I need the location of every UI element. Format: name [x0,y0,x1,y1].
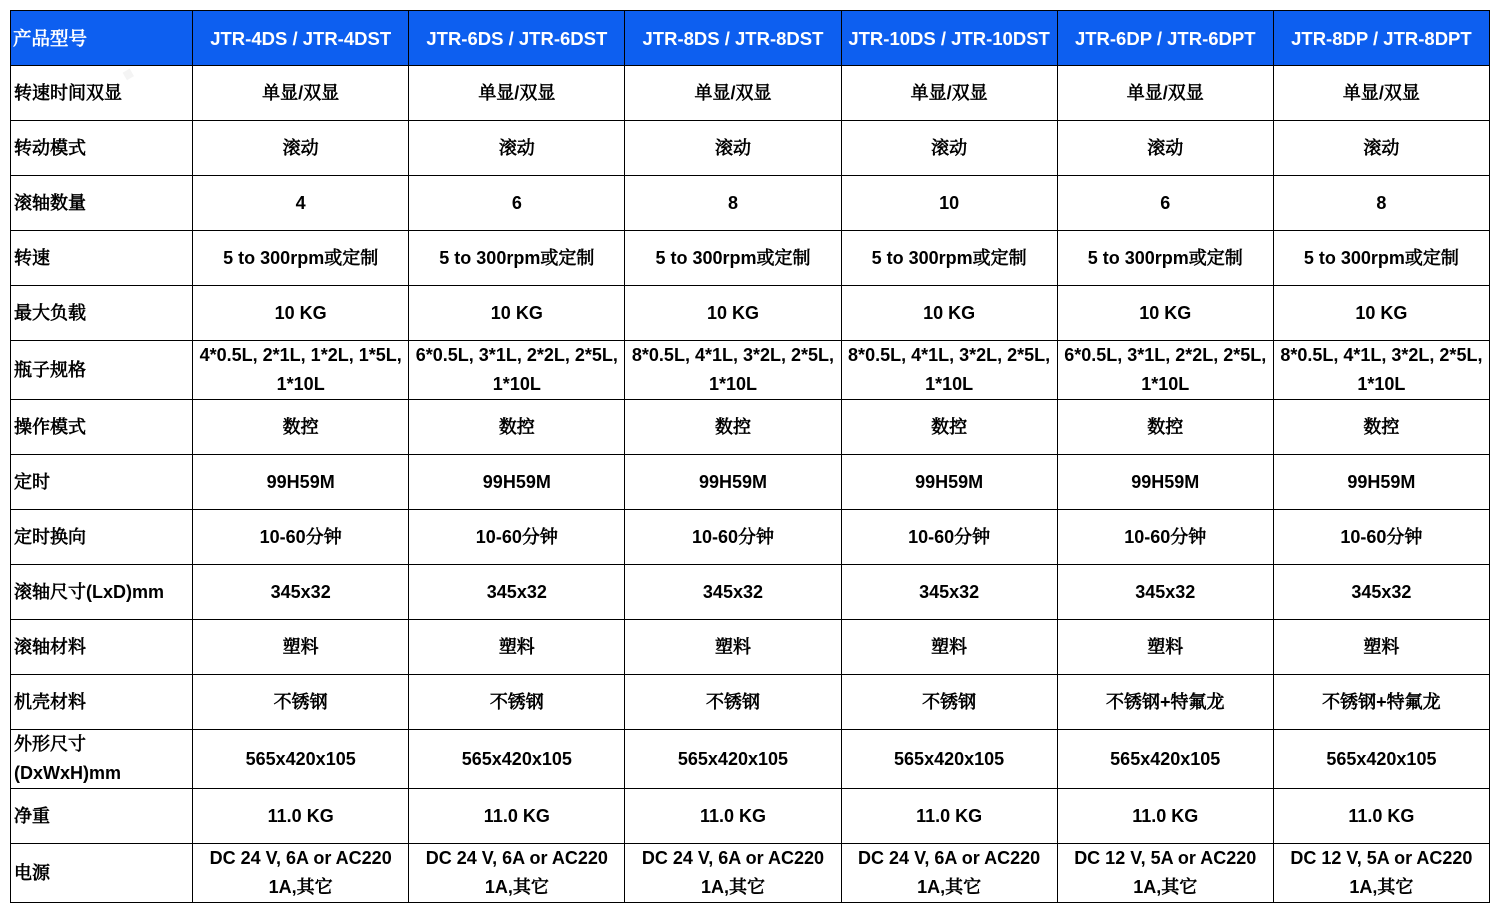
table-cell: 10-60分钟 [409,510,625,565]
header-cell-model: JTR-8DP / JTR-8DPT [1273,11,1489,66]
table-cell: 滚动 [625,121,841,176]
table-cell: 塑料 [1057,620,1273,675]
table-body [11,66,1490,903]
table-cell: 11.0 KG [409,789,625,844]
table-cell: 99H59M [1057,455,1273,510]
table-cell: 565x420x105 [409,730,625,789]
table-row [11,66,1490,121]
header-cell-model: JTR-8DS / JTR-8DST [625,11,841,66]
header-row [11,11,1490,66]
table-row [11,400,1490,455]
table-cell: 10 KG [193,286,409,341]
table-cell: 滚动 [193,121,409,176]
table-cell: 11.0 KG [625,789,841,844]
table-cell: 10-60分钟 [841,510,1057,565]
table-cell: 99H59M [841,455,1057,510]
table-cell: 单显/双显 [409,66,625,121]
table-cell: 11.0 KG [841,789,1057,844]
table-cell: 单显/双显 [841,66,1057,121]
table-cell: 565x420x105 [193,730,409,789]
table-cell: 滚动 [1057,121,1273,176]
table-cell: DC 12 V, 5A or AC220 1A,其它 [1273,844,1489,903]
row-label: 操作模式 [11,400,193,455]
row-label: 外形尺寸(DxWxH)mm [11,730,193,789]
row-label: 滚轴材料 [11,620,193,675]
table-cell: 5 to 300rpm或定制 [625,231,841,286]
table-cell: 10 KG [841,286,1057,341]
table-cell: 345x32 [193,565,409,620]
table-cell: 99H59M [1273,455,1489,510]
table-cell: 塑料 [841,620,1057,675]
table-cell: 8 [1273,176,1489,231]
spec-table [10,10,1490,903]
row-label: 最大负载 [11,286,193,341]
table-cell: 11.0 KG [1273,789,1489,844]
table-row [11,510,1490,565]
header-cell-model: JTR-4DS / JTR-4DST [193,11,409,66]
table-cell: 565x420x105 [625,730,841,789]
table-cell: 数控 [841,400,1057,455]
table-cell: 塑料 [625,620,841,675]
table-cell: 99H59M [409,455,625,510]
table-cell: DC 12 V, 5A or AC220 1A,其它 [1057,844,1273,903]
row-label: 转速时间双显 [11,66,193,121]
table-cell: 5 to 300rpm或定制 [1273,231,1489,286]
table-cell: 数控 [409,400,625,455]
table-cell: 10 KG [1057,286,1273,341]
table-cell: 345x32 [841,565,1057,620]
header-cell-model: JTR-6DS / JTR-6DST [409,11,625,66]
table-cell: 8*0.5L, 4*1L, 3*2L, 2*5L, 1*10L [625,341,841,400]
table-cell: 不锈钢 [409,675,625,730]
header-cell-model: JTR-10DS / JTR-10DST [841,11,1057,66]
table-row [11,455,1490,510]
table-cell: 5 to 300rpm或定制 [1057,231,1273,286]
table-cell: 10-60分钟 [1057,510,1273,565]
table-row [11,231,1490,286]
table-cell: 单显/双显 [625,66,841,121]
table-cell: 6 [409,176,625,231]
table-cell: 6*0.5L, 3*1L, 2*2L, 2*5L, 1*10L [1057,341,1273,400]
table-cell: 塑料 [193,620,409,675]
table-cell: 10-60分钟 [625,510,841,565]
table-cell: 单显/双显 [1273,66,1489,121]
table-cell: 10 KG [1273,286,1489,341]
table-cell: 数控 [1057,400,1273,455]
table-cell: 8*0.5L, 4*1L, 3*2L, 2*5L, 1*10L [1273,341,1489,400]
table-cell: 565x420x105 [1273,730,1489,789]
table-cell: 565x420x105 [841,730,1057,789]
table-cell: 5 to 300rpm或定制 [409,231,625,286]
table-cell: 10-60分钟 [1273,510,1489,565]
table-cell: DC 24 V, 6A or AC220 1A,其它 [625,844,841,903]
table-row [11,730,1490,789]
header-cell-model-label: 产品型号 [11,11,193,66]
table-cell: 5 to 300rpm或定制 [193,231,409,286]
table-row [11,675,1490,730]
table-cell: 11.0 KG [193,789,409,844]
header-cell-model: JTR-6DP / JTR-6DPT [1057,11,1273,66]
table-cell: 滚动 [1273,121,1489,176]
row-label: 滚轴尺寸(LxD)mm [11,565,193,620]
table-cell: 10 KG [625,286,841,341]
spec-table-container [10,10,1490,903]
table-cell: 10 [841,176,1057,231]
table-cell: 10-60分钟 [193,510,409,565]
table-cell: 8 [625,176,841,231]
table-cell: 4 [193,176,409,231]
table-row [11,176,1490,231]
table-cell: 数控 [1273,400,1489,455]
table-cell: 4*0.5L, 2*1L, 1*2L, 1*5L, 1*10L [193,341,409,400]
table-cell: 塑料 [1273,620,1489,675]
table-row [11,620,1490,675]
table-row [11,121,1490,176]
table-cell: 滚动 [409,121,625,176]
table-cell: 数控 [193,400,409,455]
table-cell: 单显/双显 [1057,66,1273,121]
row-label: 瓶子规格 [11,341,193,400]
row-label: 定时换向 [11,510,193,565]
table-cell: 345x32 [1273,565,1489,620]
table-cell: 11.0 KG [1057,789,1273,844]
table-cell: 6 [1057,176,1273,231]
table-cell: DC 24 V, 6A or AC220 1A,其它 [193,844,409,903]
table-row [11,341,1490,400]
table-cell: 滚动 [841,121,1057,176]
row-label: 定时 [11,455,193,510]
table-row [11,286,1490,341]
row-label: 电源 [11,844,193,903]
table-cell: 99H59M [193,455,409,510]
table-cell: 不锈钢 [193,675,409,730]
table-cell: 565x420x105 [1057,730,1273,789]
table-cell: 6*0.5L, 3*1L, 2*2L, 2*5L, 1*10L [409,341,625,400]
row-label: 滚轴数量 [11,176,193,231]
table-cell: 8*0.5L, 4*1L, 3*2L, 2*5L, 1*10L [841,341,1057,400]
table-cell: DC 24 V, 6A or AC220 1A,其它 [841,844,1057,903]
table-cell: 345x32 [625,565,841,620]
table-cell: 不锈钢 [625,675,841,730]
table-cell: 塑料 [409,620,625,675]
table-cell: 345x32 [409,565,625,620]
table-row [11,789,1490,844]
table-cell: 99H59M [625,455,841,510]
table-cell: 不锈钢 [841,675,1057,730]
table-cell: 数控 [625,400,841,455]
watermark: · [105,40,155,107]
table-row [11,565,1490,620]
table-cell: DC 24 V, 6A or AC220 1A,其它 [409,844,625,903]
table-cell: 5 to 300rpm或定制 [841,231,1057,286]
table-row [11,844,1490,903]
row-label: 净重 [11,789,193,844]
row-label: 转动模式 [11,121,193,176]
table-cell: 345x32 [1057,565,1273,620]
row-label: 转速 [11,231,193,286]
table-cell: 不锈钢+特氟龙 [1057,675,1273,730]
row-label: 机壳材料 [11,675,193,730]
table-cell: 不锈钢+特氟龙 [1273,675,1489,730]
table-cell: 单显/双显 [193,66,409,121]
table-cell: 10 KG [409,286,625,341]
